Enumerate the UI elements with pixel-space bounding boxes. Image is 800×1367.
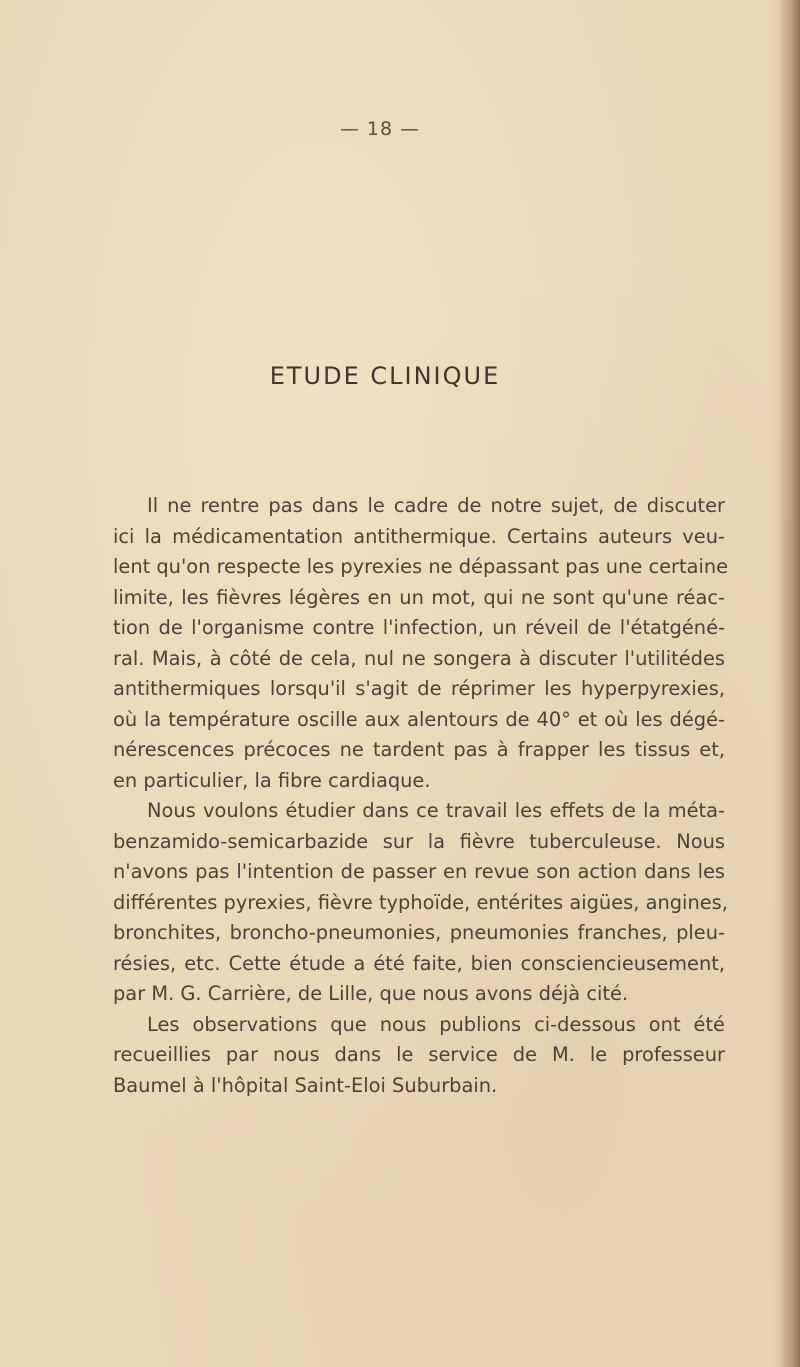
paragraph-line: ral. Mais, à côté de cela, nul ne songera à discuter l'utilitédes (113, 646, 725, 670)
paragraph-line: par M. G. Carrière, de Lille, que nous avons déjà cité. (113, 982, 629, 1005)
paragraph-line: en particulier, la fibre cardiaque. (113, 768, 431, 792)
paragraph-line: nérescences précoces ne tardent pas à frapper les tissus et, (113, 738, 725, 761)
paragraph-line: Nous voulons étudier dans ce travail les effets de la méta- (147, 799, 725, 822)
paragraph-line: lent qu'on respecte les pyrexies ne dépassant pas une certaine (113, 555, 729, 578)
section-title: ETUDE CLINIQUE (269, 362, 501, 390)
paragraph-line: Baumel à l'hôpital Saint-Eloi Suburbain. (113, 1073, 498, 1097)
page-edge-shadow (778, 0, 800, 1367)
paragraph-line: n'avons pas l'intention de passer en revue son action dans les (113, 860, 725, 883)
paragraph-line: où la température oscille aux alentours de 40° et où les dégé- (113, 707, 725, 731)
paragraph-line: benzamido-semicarbazide sur la fièvre tuberculeuse. Nous (113, 829, 725, 853)
paragraph-line: Les observations que nous publions ci-dessous ont été (147, 1012, 725, 1036)
paragraph-line: antithermiques lorsqu'il s'agit de réprimer les hyperpyrexies, (113, 677, 725, 700)
paragraph-line: limite, les fièvres légères en un mot, qui ne sont qu'une réac- (113, 585, 725, 609)
body-text (113, 491, 729, 1101)
paragraph-line: Il ne rentre pas dans le cadre de notre sujet, de discuter (147, 494, 725, 517)
paragraph-line: recueillies par nous dans le service de M. le professeur (113, 1043, 725, 1066)
paragraph-line: bronchites, broncho-pneumonies, pneumonies franches, pleu- (113, 921, 725, 944)
paragraph-line: résies, etc. Cette étude a été faite, bien consciencieusement, (113, 951, 725, 975)
page-number: — 18 — (339, 118, 421, 140)
paragraph-line: ici la médicamentation antithermique. Certains auteurs veu- (113, 524, 725, 548)
paragraph-line: différentes pyrexies, fièvre typhoïde, entérites aigües, angines, (113, 890, 728, 914)
paragraph-line: tion de l'organisme contre l'infection, un réveil de l'étatgéné- (113, 616, 725, 639)
